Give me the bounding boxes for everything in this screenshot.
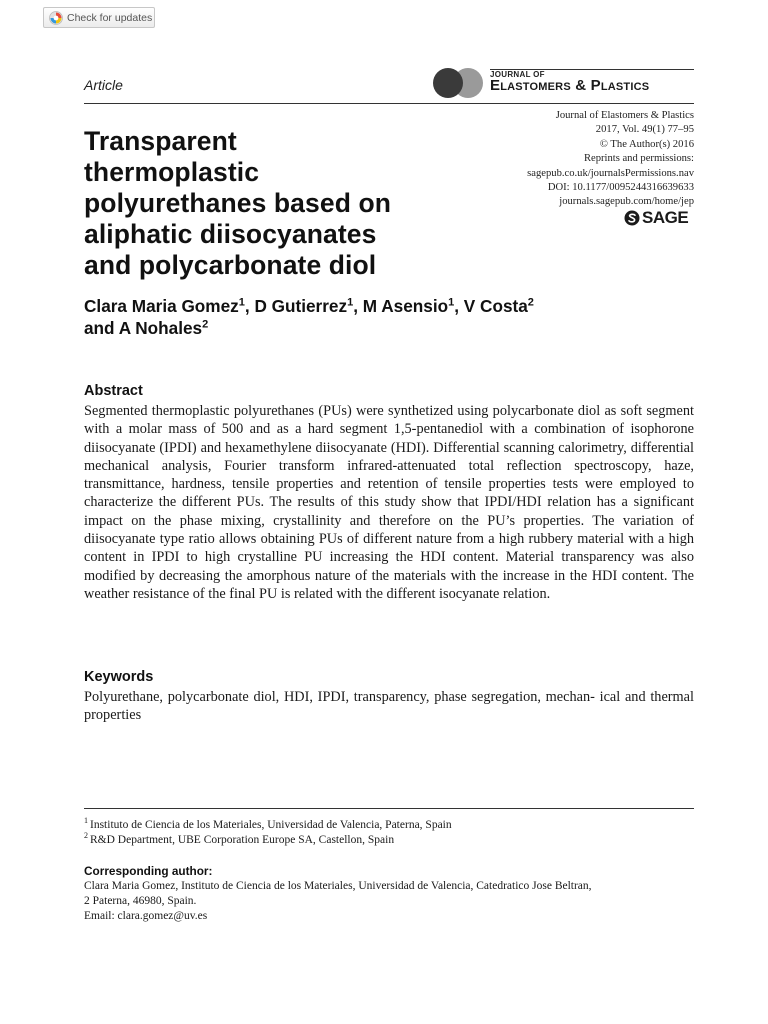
affiliation-marker: 1 [347, 296, 354, 309]
footer-rule [84, 808, 694, 809]
check-for-updates-button[interactable] [43, 7, 155, 28]
affiliation-number: 1 [84, 816, 88, 826]
author-name[interactable]: Clara Maria Gomez [84, 296, 239, 316]
affiliation-marker: 2 [527, 296, 534, 309]
title-line: thermoplastic [84, 157, 260, 187]
affiliation-item [84, 818, 694, 833]
author-separator: and [84, 318, 119, 338]
title-line: and polycarbonate diol [84, 250, 377, 280]
author-separator: , [353, 296, 363, 316]
author-name[interactable]: V Costa [463, 296, 528, 316]
corresponding-author-heading: Corresponding author: [84, 864, 213, 878]
journal-meta-line: Reprints and permissions: [583, 153, 694, 165]
author-name[interactable]: A Nohales [118, 318, 203, 338]
affiliation-marker: 1 [238, 296, 245, 309]
affiliation-item [84, 833, 694, 848]
affiliations [84, 818, 694, 848]
author-list [84, 295, 684, 339]
journal-meta-line: © The Author(s) 2016 [599, 138, 694, 150]
author-separator: , [244, 296, 255, 316]
keywords-text: Polyurethane, polycarbonate diol, HDI, IPDI, transparency, phase segregation, mechan- ical and thermal properties [84, 689, 694, 724]
corresponding-author-email[interactable]: Email: clara.gomez@uv.es [84, 910, 208, 922]
title-line: polyurethanes based on [84, 188, 392, 218]
journal-meta-line: 2017, Vol. 49(1) 77–95 [595, 124, 694, 136]
corresponding-author-line: Clara Maria Gomez, Instituto de Ciencia de los Materiales, Universidad de Valencia, Catedratico Jose Beltran, [84, 880, 592, 892]
affiliation-text: Instituto de Ciencia de los Materiales, Universidad de Valencia, Paterna, Spain [90, 819, 452, 831]
title-line: aliphatic diisocyanates [84, 219, 377, 249]
journal-meta [527, 109, 694, 210]
title-line: Transparent [84, 126, 237, 156]
publisher-logo [624, 208, 688, 228]
journal-logo [430, 66, 694, 100]
journal-homepage-link[interactable]: journals.sagepub.com/home/jep [559, 196, 694, 208]
permissions-link[interactable]: sagepub.co.uk/journalsPermissions.nav [527, 167, 694, 179]
abstract-text: Segmented thermoplastic polyurethanes (PUs) were synthetized using polycarbonate diol as soft segment with a molar mass of 500 and as a hard segment 1,5-pentanediol with a combination of isophorone diisocyanate (IPDI) and hexamethylene diisocyanate (HDI). Differential scanning calorimetry, differential mechanical analysis, Fourier transform infrared-attenuated total reflection spectroscopy, haze, transmittance, hardness, tensile properties and retention of tensile properties tests were employed to characterize the different PUs. The results of this study show that IPDI/HDI relation has a significant impact on the phase mixing, crystallinity and therefore on the PU’s properties. The variation of diisocyanate type ratio allows obtaining PUs of different nature from a high rubbery material with a high content in IPDI to high crystalline PU increasing the HDI content. Material transparency was also modified by decreasing the amorphous nature of the materials with the increase in the HDI content. The weather resistance of the final PU is related with the different isocyanate relation. [84, 403, 694, 602]
doi-link[interactable]: DOI: 10.1177/0095244316639633 [547, 182, 694, 194]
update-badge-icon [49, 11, 63, 25]
keywords-heading: Keywords [84, 669, 154, 685]
header-rule [84, 103, 694, 104]
author-name[interactable]: M Asensio [362, 296, 449, 316]
affiliation-text: R&D Department, UBE Corporation Europe SA, Castellon, Spain [90, 834, 395, 846]
abstract-heading: Abstract [84, 383, 143, 399]
journal-logo-circles-icon [430, 66, 488, 100]
affiliation-number: 2 [84, 831, 88, 841]
journal-logo-small-text: JOURNAL OF [490, 70, 545, 79]
affiliation-marker: 2 [202, 318, 209, 331]
sage-s-icon [624, 210, 640, 226]
author-name[interactable]: D Gutierrez [254, 296, 348, 316]
paper-title [84, 126, 484, 281]
author-separator: , [454, 296, 464, 316]
publisher-logo-text: SAGE [642, 208, 689, 227]
corresponding-author-line: 2 Paterna, 46980, Spain. [84, 895, 197, 907]
article-type-label: Article [84, 77, 123, 93]
corresponding-author-details [84, 879, 696, 924]
journal-meta-line: Journal of Elastomers & Plastics [555, 110, 694, 121]
affiliation-marker: 1 [448, 296, 455, 309]
check-for-updates-label: Check for updates [67, 11, 153, 24]
journal-logo-name: Elastomers & Plastics [490, 77, 650, 94]
